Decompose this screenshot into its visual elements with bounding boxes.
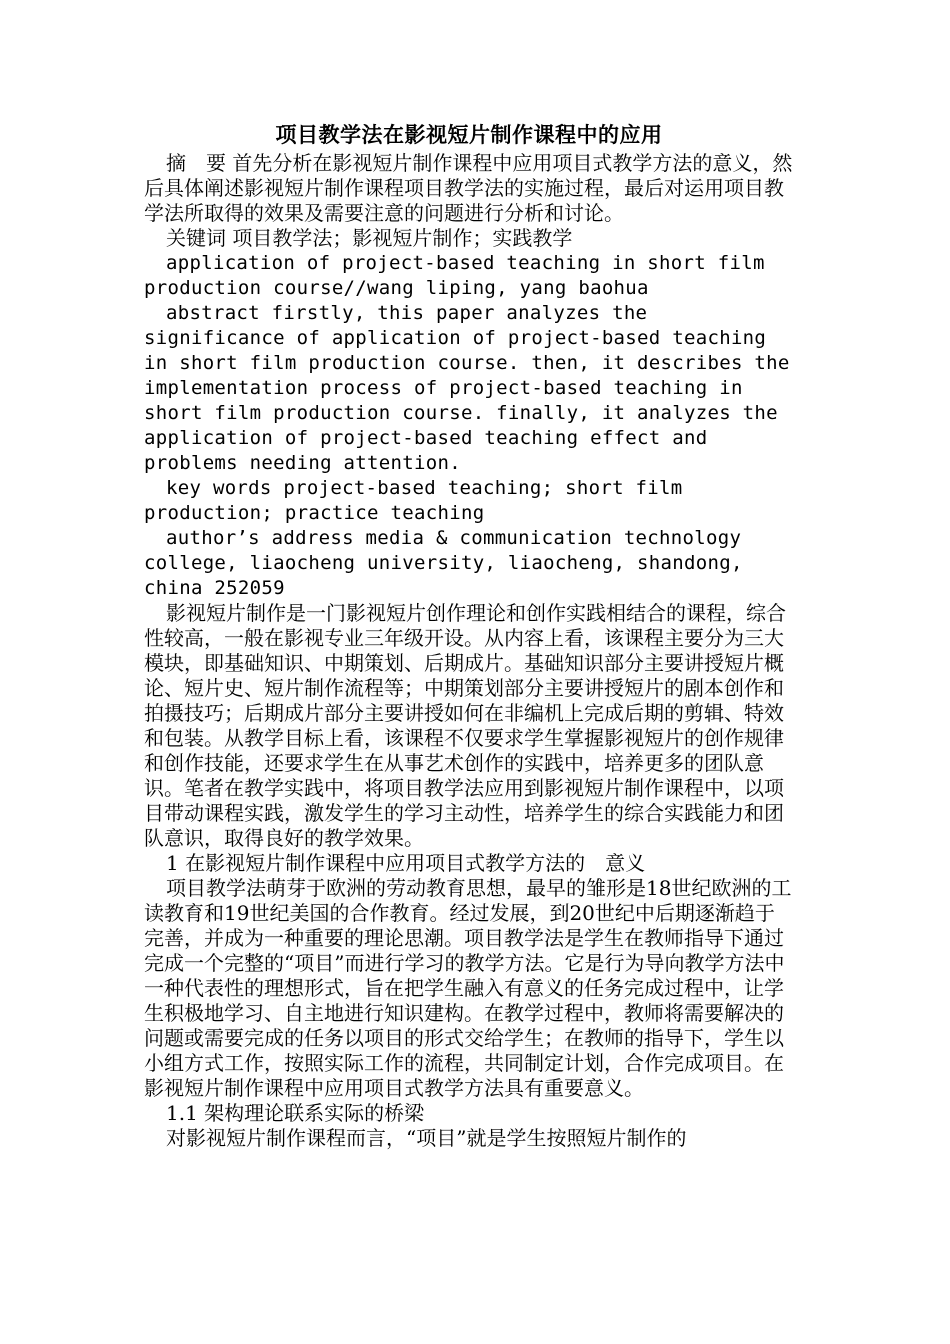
section-1-1-heading: 1.1 架构理论联系实际的桥梁 bbox=[166, 1101, 425, 1125]
document-page bbox=[144, 120, 802, 1151]
section-1-paragraph: 项目教学法萌芽于欧洲的劳动教育思想，最早的雏形是18世纪欧洲的工读教育和19世纪美国的合作教育。经过发展，到20世纪中后期逐渐趋于完善，并成为一种重要的理论思潮。项目教学法是学生在教师指导下通过完成一个完整的“项目”而进行学习的教学方法。它是行为导向教学方法中一种代表性的理想形式，旨在把学生融入有意义的任务完成过程中，让学生积极地学习、自主地进行知识建构。在教学过程中，教师将需要解决的问题或需要完成的任务以项目的形式交给学生；在教师的指导下，学生以小组方式工作，按照实际工作的流程，共同制定计划，合作完成项目。在影视短片制作课程中应用项目式教学方法具有重要意义。 bbox=[144, 876, 792, 1100]
abstract-en-paragraph: abstract firstly, this paper analyzes the significance of application of project-based teaching in short film production course. then, it describes the implementation process of project-based teaching in short film production course. finally, it analyzes the application of project-based teaching effect and problems needing attention. bbox=[144, 302, 802, 474]
section-1-heading: 1 在影视短片制作课程中应用项目式教学方法的 意义 bbox=[166, 851, 646, 875]
document-title: 项目教学法在影视短片制作课程中的应用 bbox=[275, 123, 663, 147]
section-1-1-paragraph: 对影视短片制作课程而言，“项目”就是学生按照短片制作的 bbox=[166, 1126, 687, 1150]
english-title-paragraph: application of project-based teaching in short film production course//wang liping, yang baohua bbox=[144, 252, 777, 299]
intro-paragraph: 影视短片制作是一门影视短片创作理论和创作实践相结合的课程，综合性较高，一般在影视专业三年级开设。从内容上看，该课程主要分为三大模块，即基础知识、中期策划、后期成片。基础知识部分主要讲授短片概论、短片史、短片制作流程等；中期策划部分主要讲授短片的剧本创作和拍摄技巧；后期成片部分主要讲授如何在非编机上完成后期的剪辑、特效和包装。从教学目标上看，该课程不仅要求学生掌握影视短片的创作规律和创作技能，还要求学生在从事艺术创作的实践中，培养更多的团队意识。笔者在教学实践中，将项目教学法应用到影视短片制作课程中，以项目带动课程实践，激发学生的学习主动性，培养学生的综合实践能力和团队意识，取得良好的教学效果。 bbox=[144, 601, 786, 850]
keywords-en-paragraph: key words project-based teaching; short film production; practice teaching bbox=[144, 477, 695, 524]
author-address-paragraph: author’s address media & communication technology college, liaocheng university, liaocheng, shandong, china 252059 bbox=[144, 527, 755, 599]
abstract-cn-paragraph: 摘 要 首先分析在影视短片制作课程中应用项目式教学方法的意义，然后具体阐述影视短片制作课程项目教学法的实施过程，最后对运用项目教学法所取得的效果及需要注意的问题进行分析和讨论。 bbox=[144, 151, 793, 225]
keywords-cn-paragraph: 关键词 项目教学法；影视短片制作；实践教学 bbox=[166, 226, 573, 250]
